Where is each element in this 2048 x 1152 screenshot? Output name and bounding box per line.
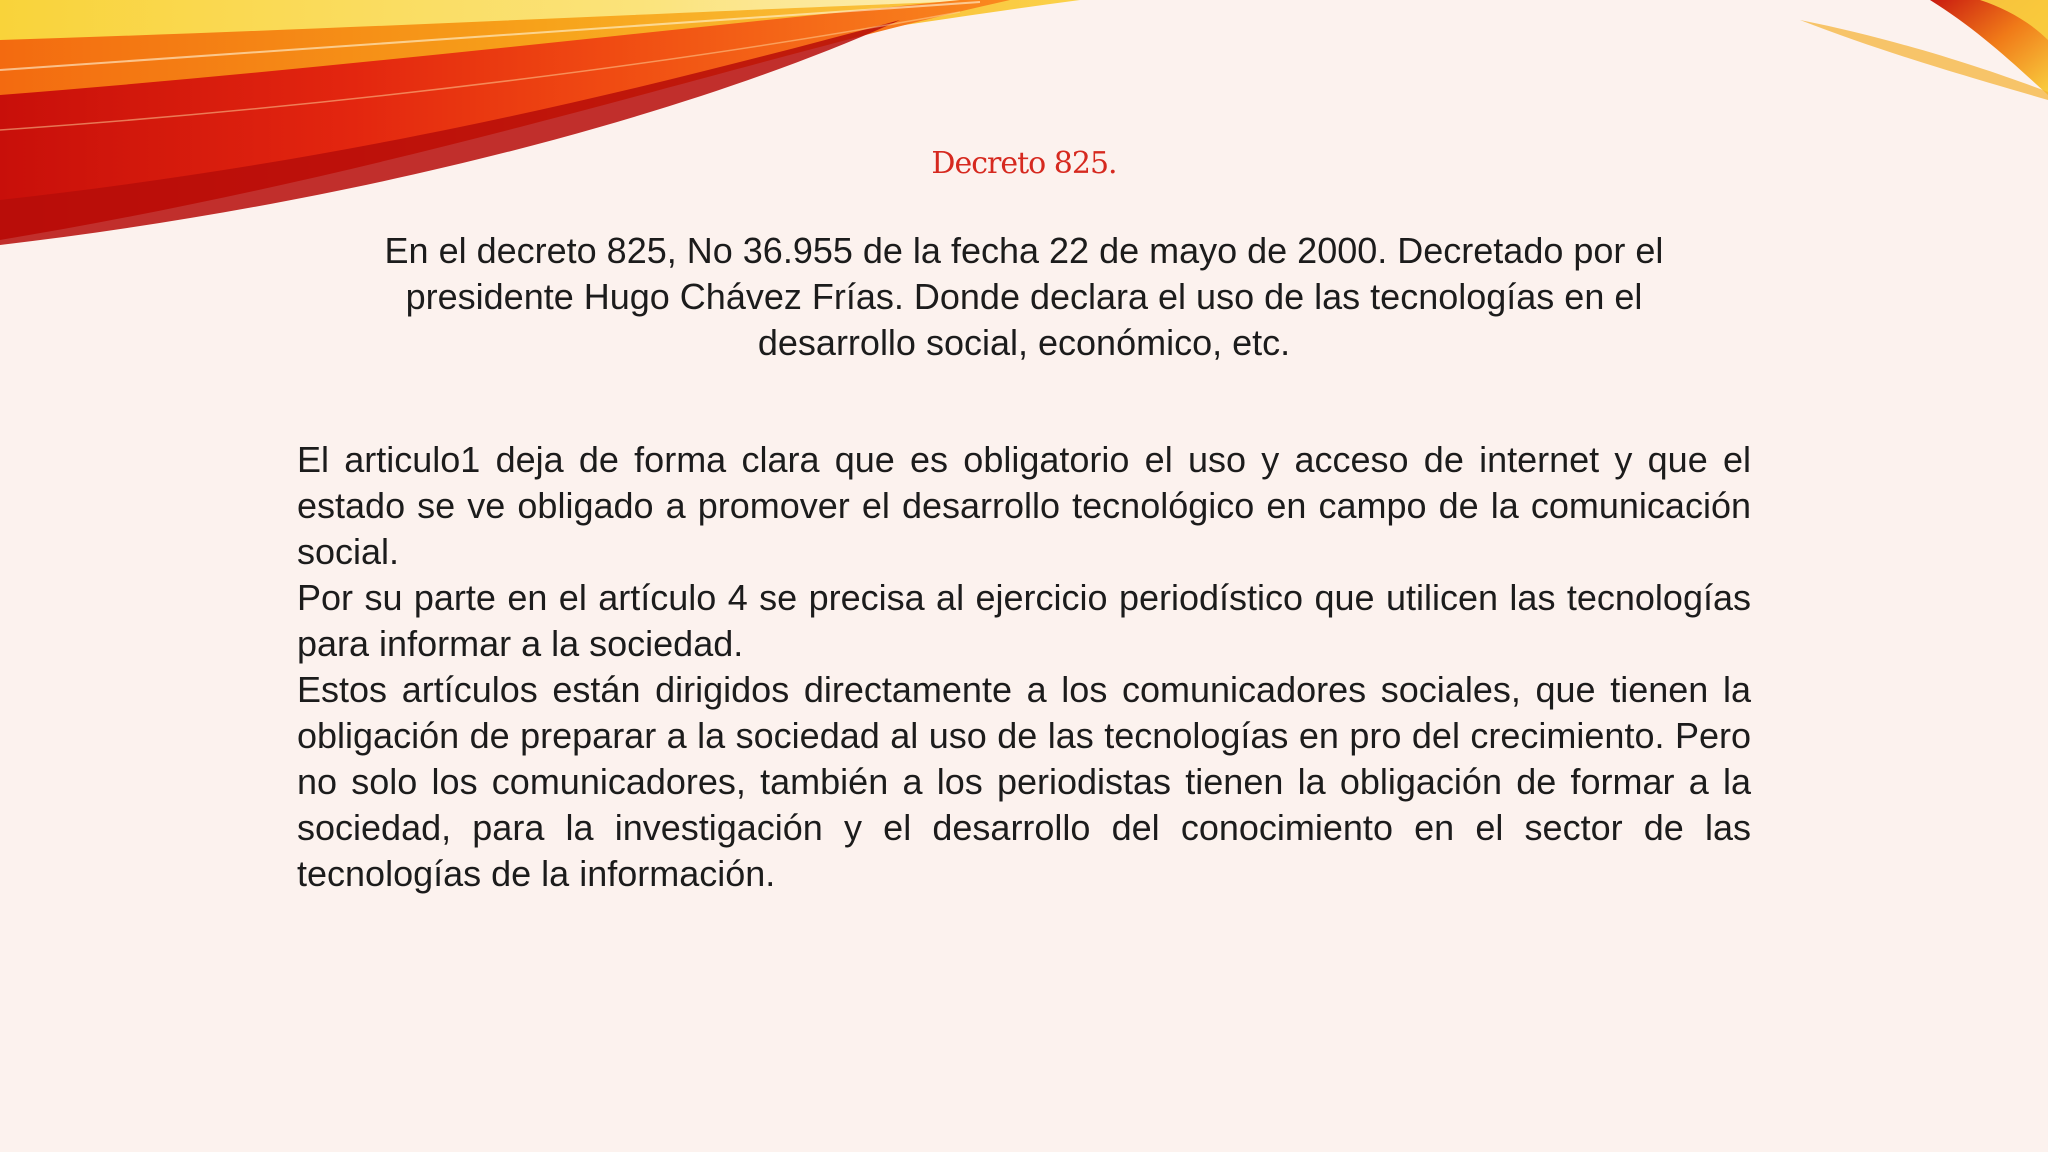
decorative-ribbon xyxy=(0,0,2048,260)
paragraph-article-1: El articulo1 deja de forma clara que es obligatorio el uso y acceso de internet y que el estado se ve obligado a promover el desarrollo tecnológico en campo de la comunicación social. xyxy=(297,439,1751,572)
slide-title: Decreto 825. xyxy=(931,146,1117,181)
body-text xyxy=(297,437,1751,897)
paragraph-article-4: Por su parte en el artículo 4 se precisa al ejercicio periodístico que utilicen las tecnologías para informar a la sociedad. xyxy=(297,577,1751,664)
intro-paragraph: En el decreto 825, No 36.955 de la fecha 22 de mayo de 2000. Decretado por el presidente Hugo Chávez Frías. Donde declara el uso de las tecnologías en el desarrollo social, económico, etc. xyxy=(384,230,1664,363)
paragraph-communicators: Estos artículos están dirigidos directamente a los comunicadores sociales, que tienen la obligación de preparar a la sociedad al uso de las tecnologías en pro del crecimiento. Pero no solo los comunicadores, también a los periodistas tienen la obligación de formar a la sociedad, para la investigación y el desarrollo del conocimiento en el sector de las tecnologías de la información. xyxy=(297,669,1751,894)
